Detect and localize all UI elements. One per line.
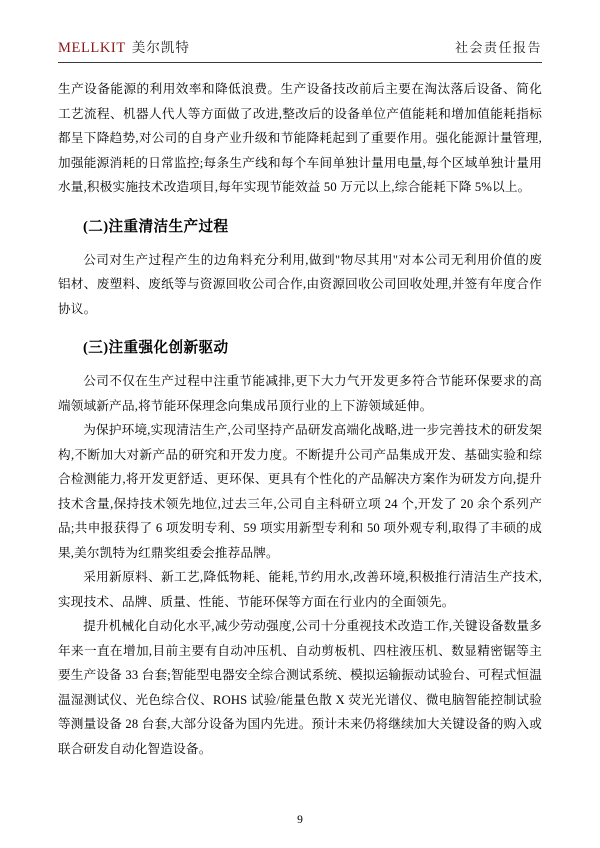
header-brand	[58, 36, 190, 57]
page-content	[58, 36, 542, 808]
page-header	[58, 36, 542, 63]
page-body	[58, 77, 542, 761]
section-heading-3: (三)注重强化创新驱动	[83, 340, 229, 356]
header-report-title: 社会责任报告	[454, 40, 542, 55]
page-number: 9	[297, 814, 303, 826]
section-heading-2: (二)注重清洁生产过程	[83, 218, 229, 235]
section-2-paragraph: 公司对生产过程产生的边角料充分利用,做到"物尽其用"对本公司无利用价值的废铝材、废塑料、废纸等与资源回收公司合作,由资源回收公司回收处理,并签有年度合作协议。	[58, 252, 542, 316]
section-3-paragraph-2: 为保护环境,实现清洁生产,公司坚持产品研发高端化战略,进一步完善技术的研发架构,不断加大对新产品的研究和开发力度。不断提升公司产品集成开发、基础实验和综合检测能力,将开发更舒适、更环保、更具有个性化的产品解决方案作为研发方向,提升技术含量,保持技术领先地位,过去三年,公司自主科研立项 24 个,开发了 20 余个系列产品;共申报获得了 6 项发明专利、59 项实用新型专利和 50 项外观专利,取得了丰硕的成果,美尔凯特为红鼎奖组委会推荐品牌。	[58, 423, 542, 560]
brand-latin-name: MELLKIT	[58, 40, 126, 56]
paragraph-continued: 生产设备能源的利用效率和降低浪费。生产设备技改前后主要在淘汰落后设备、简化工艺流程、机器人代人等方面做了改进,整改后的设备单位产值能耗和增加值能耗指标都呈下降趋势,对公司的自身产业升级和节能降耗起到了重要作用。强化能源计量管理,加强能源消耗的日常监控;每条生产线和每个车间单独计量用电量,每个区域单独计量用水量,积极实施技术改造项目,每年实现节能效益 50 万元以上,综合能耗下降 5%以上。	[58, 82, 542, 194]
section-3-paragraph-3: 采用新原料、新工艺,降低物耗、能耗,节约用水,改善环境,积极推行清洁生产技术,实现技术、品牌、质量、性能、节能环保等方面在行业内的全面领先。	[58, 570, 542, 609]
brand-chinese-name: 美尔凯特	[131, 40, 190, 55]
section-3-paragraph-1: 公司不仅在生产过程中注重节能减排,更下大力气开发更多符合节能环保要求的高端领域新产品,将节能环保理念向集成吊顶行业的上下游领域延伸。	[58, 374, 542, 413]
section-3-paragraph-4: 提升机械化自动化水平,减少劳动强度,公司十分重视技术改造工作,关键设备数量多年来一直在增加,目前主要有自动冲压机、自动剪板机、四柱液压机、数显精密锯等主要生产设备 33 台套;智能型电器安全综合测试系统、模拟运输振动试验台、可程式恒温温湿测试仪、光色综合仪、ROHS 试验/能量色散 X 荧光光谱仪、微电脑智能控制试验等测量设备 28 台套,大部分设备为国内先进。预计未来仍将继续加大关键设备的购入或联合研发自动化智造设备。	[58, 619, 542, 756]
